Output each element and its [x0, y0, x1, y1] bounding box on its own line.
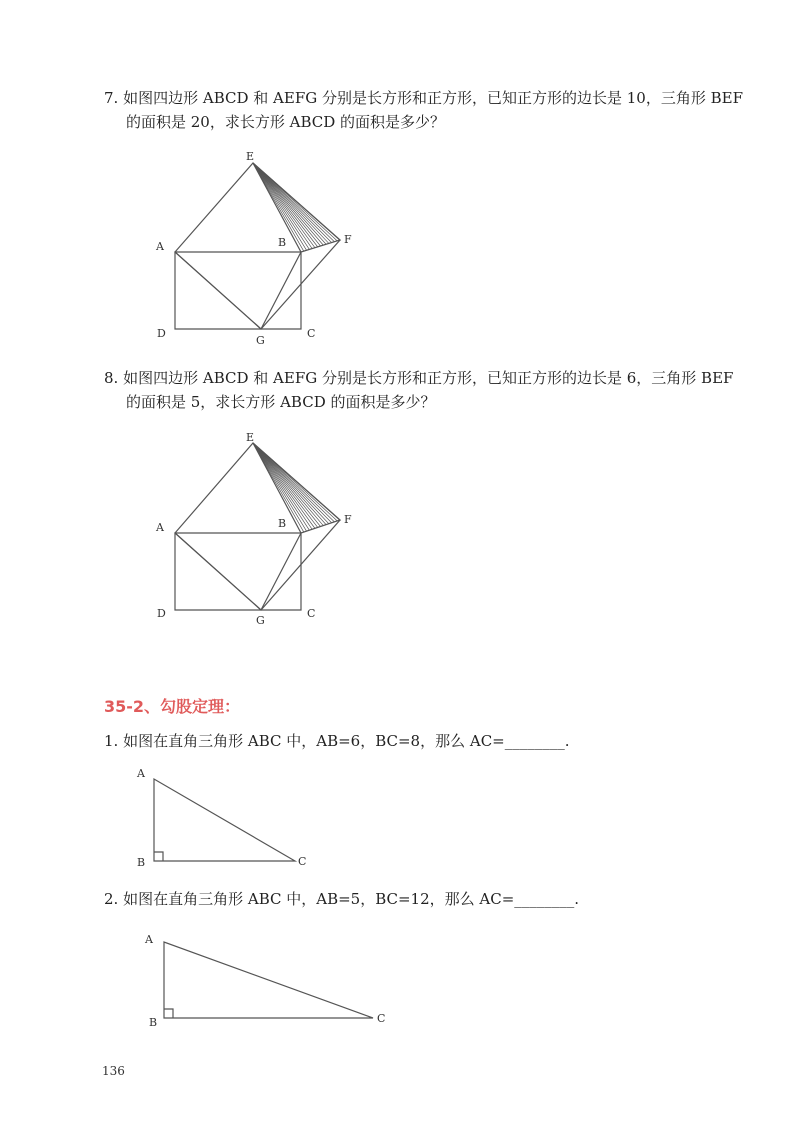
problem-2: [104, 887, 744, 911]
label-g: G: [256, 614, 265, 627]
square-aefg: [175, 163, 340, 329]
problem-1: [104, 729, 744, 753]
triangle-bef-hatching: [253, 443, 337, 532]
label-a: A: [137, 767, 145, 780]
label-e: E: [246, 150, 255, 163]
label-f: F: [344, 233, 352, 246]
right-angle-mark: [154, 852, 163, 861]
label-c: C: [298, 855, 307, 868]
hatch-line: [253, 163, 337, 241]
right-triangle-abc: [154, 779, 295, 861]
hatch-line: [253, 163, 318, 247]
hatch-line: [253, 163, 323, 245]
rectangle-abcd: [175, 533, 301, 610]
problem-number: 2.: [104, 890, 119, 908]
problem-7: [104, 86, 744, 134]
problem-number: 7.: [104, 89, 119, 107]
segment-ag: [175, 252, 261, 329]
label-b: B: [278, 517, 287, 530]
label-a: A: [156, 240, 164, 253]
right-angle-mark: [164, 1009, 173, 1018]
label-b: B: [149, 1016, 158, 1029]
hatch-line: [253, 443, 332, 523]
page-number: 136: [102, 1064, 125, 1078]
right-triangle-figure-2: [0, 925, 400, 1035]
hatch-line: [253, 443, 321, 527]
hatch-line: [253, 443, 337, 521]
label-g: G: [256, 334, 265, 347]
label-a: A: [156, 521, 164, 534]
section-title: 35-2、勾股定理：: [104, 697, 241, 716]
hatch-line: [253, 163, 329, 243]
segment-ag: [175, 533, 261, 610]
label-c: C: [377, 1012, 386, 1025]
label-e: E: [246, 431, 255, 444]
hatch-line: [253, 163, 326, 244]
square-rectangle-figure-8: [0, 420, 400, 640]
label-c: C: [307, 607, 316, 620]
problem-number: 8.: [104, 369, 119, 387]
problem-text-line1: 如图四边形 ABCD 和 AEFG 分别是长方形和正方形，已知正方形的边长是 6，三角形 BEF: [123, 369, 734, 387]
hatch-line: [253, 443, 329, 524]
problem-text-line1: 如图四边形 ABCD 和 AEFG 分别是长方形和正方形，已知正方形的边长是 10，三角形 BEF: [123, 89, 743, 107]
rectangle-abcd: [175, 252, 301, 329]
problem-text-line2: 的面积是 5，求长方形 ABCD 的面积是多少？: [126, 393, 436, 411]
label-c: C: [307, 327, 316, 340]
square-aefg: [175, 443, 340, 610]
label-f: F: [344, 513, 352, 526]
hatch-line: [253, 443, 315, 528]
square-rectangle-figure-7: [0, 140, 400, 360]
triangle-bef-hatching: [253, 163, 337, 251]
hatch-line: [253, 443, 318, 527]
problem-8: [104, 366, 744, 414]
hatch-line: [253, 163, 321, 246]
hatch-line: [253, 163, 315, 248]
problem-text: 如图在直角三角形 ABC 中，AB=5，BC=12，那么 AC=________.: [123, 890, 580, 908]
right-triangle-figure-1: [0, 760, 340, 875]
label-d: D: [157, 607, 166, 620]
label-d: D: [157, 327, 166, 340]
problem-text-line2: 的面积是 20，求长方形 ABCD 的面积是多少？: [126, 113, 446, 131]
right-triangle-abc: [164, 942, 373, 1018]
problem-number: 1.: [104, 732, 119, 750]
hatch-line: [253, 443, 323, 526]
problem-text: 如图在直角三角形 ABC 中，AB=6，BC=8，那么 AC=________.: [123, 732, 570, 750]
label-a: A: [145, 933, 153, 946]
label-b: B: [137, 856, 146, 869]
label-b: B: [278, 236, 287, 249]
